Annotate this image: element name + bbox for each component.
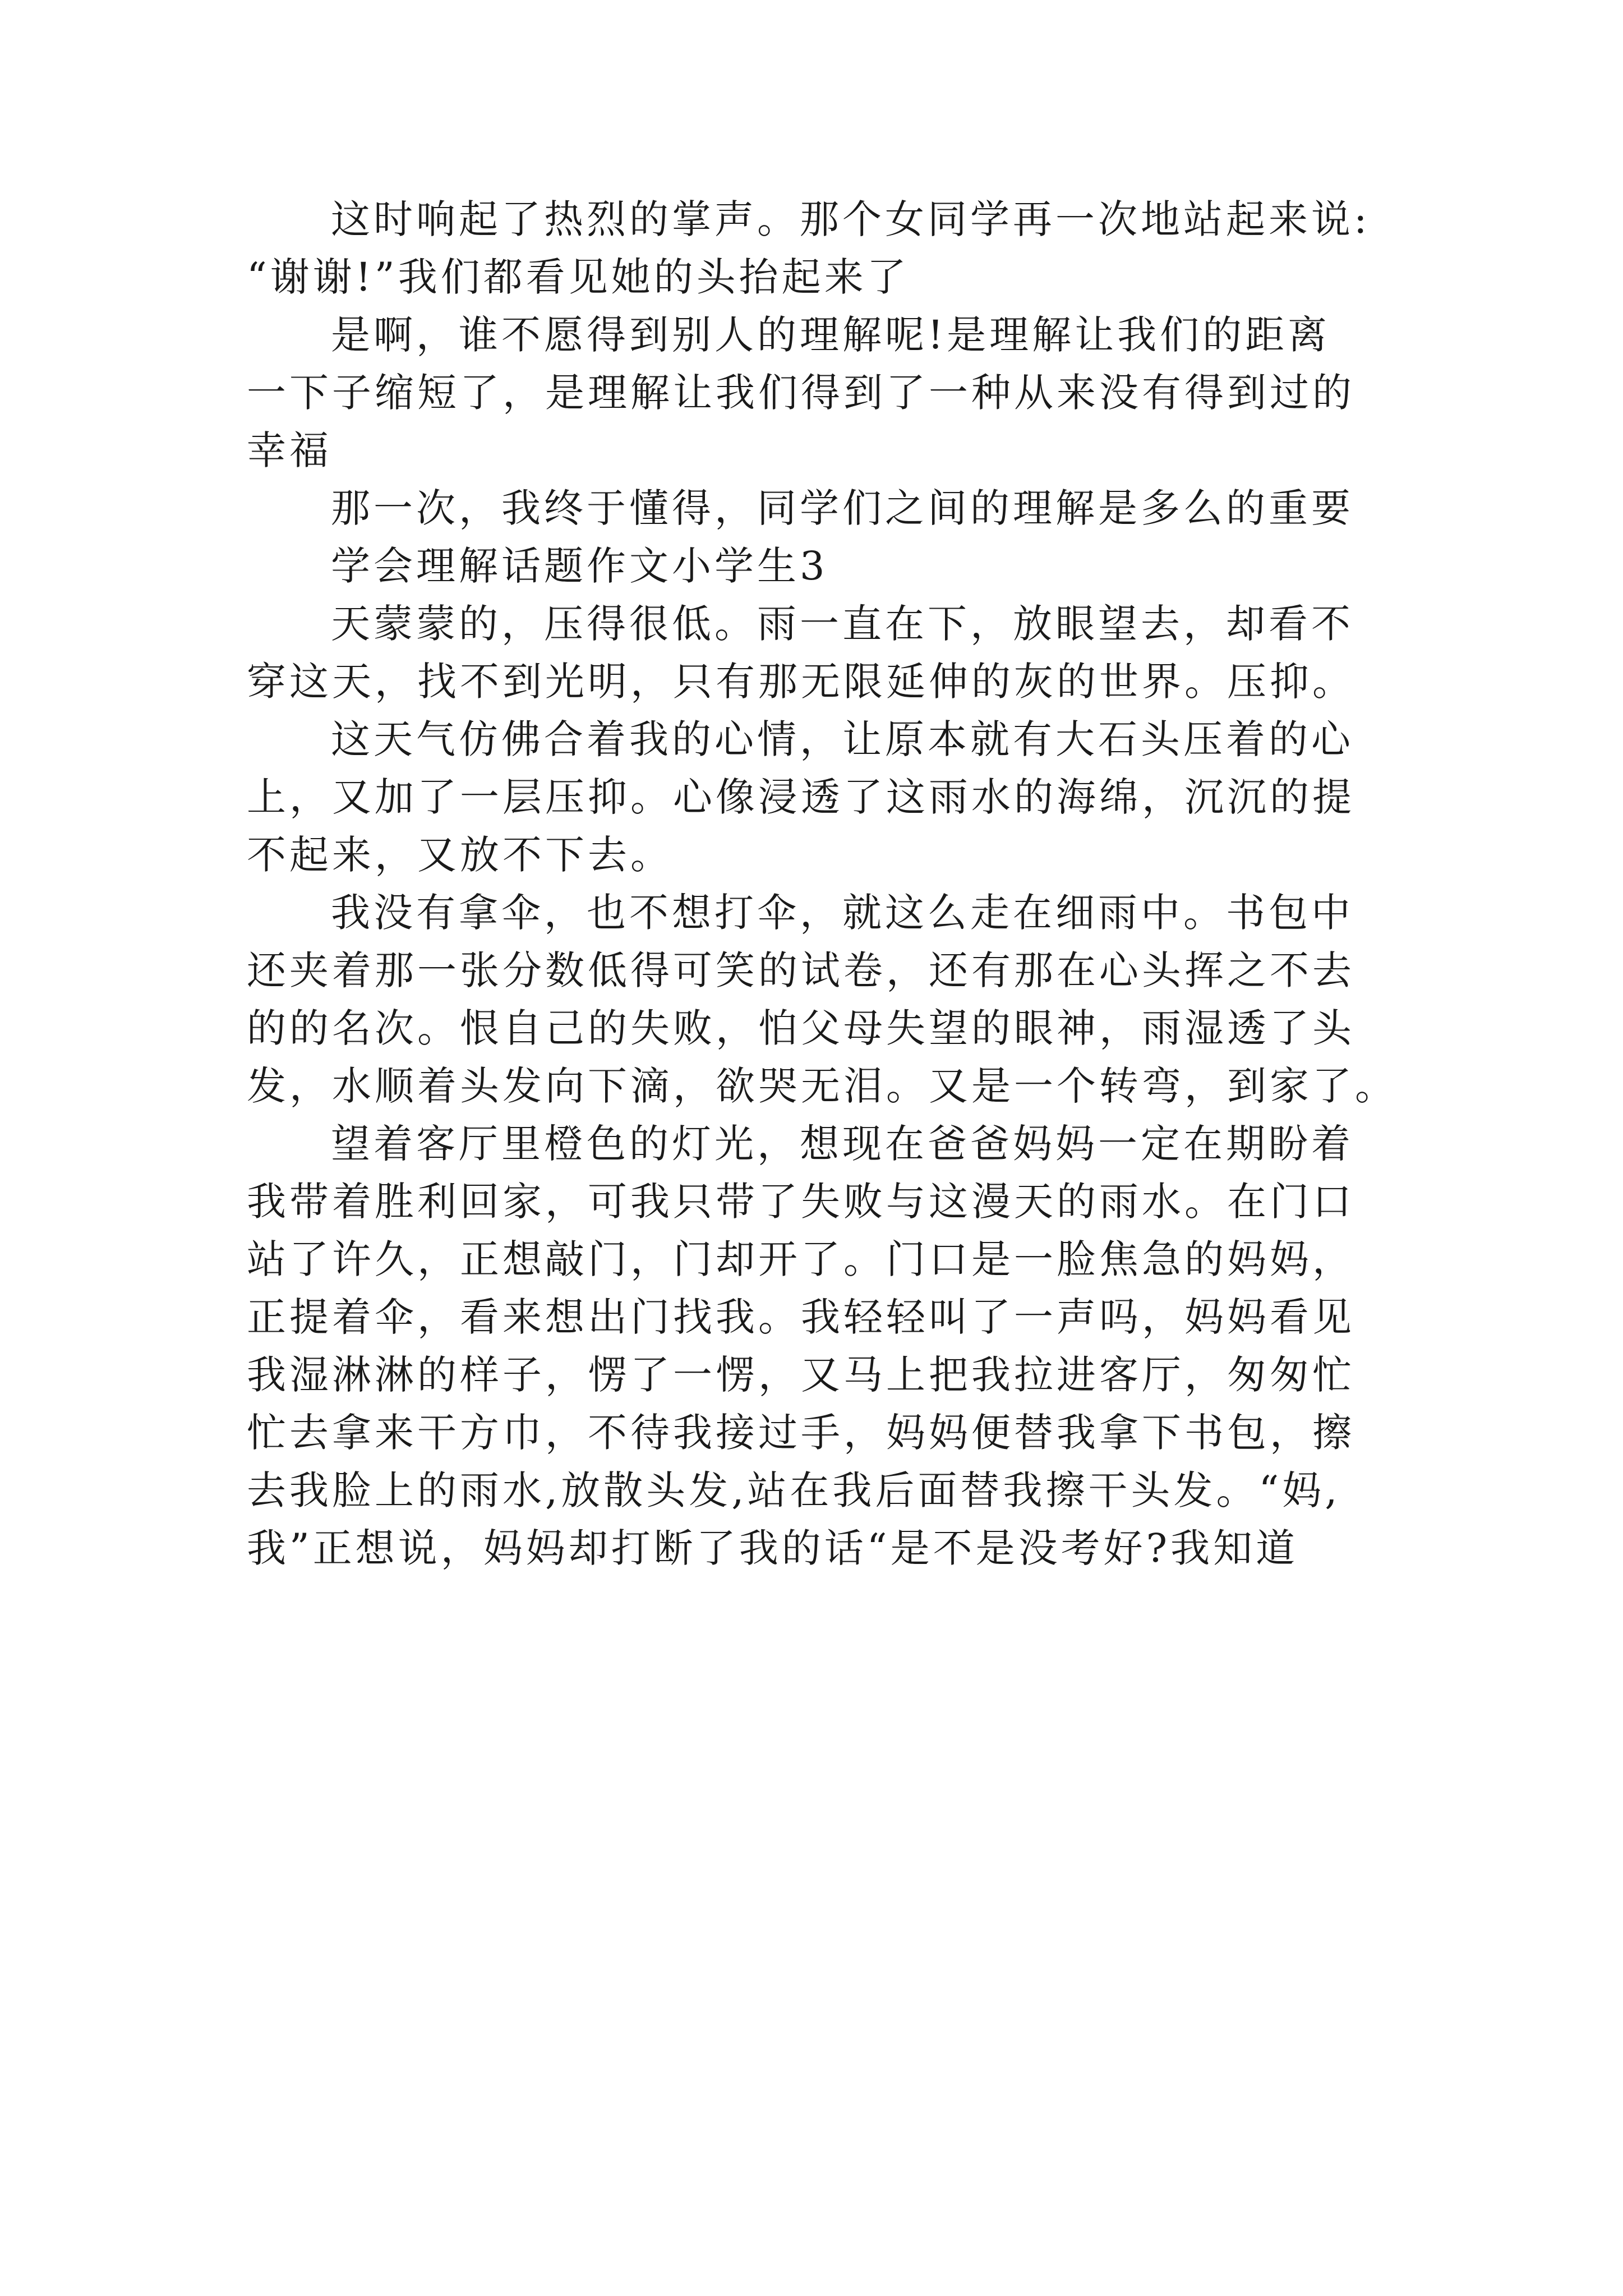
- text-line: “谢谢!”我们都看见她的头抬起来了: [247, 254, 910, 300]
- text-line: 正提着伞，看来想出门找我。我轻轻叫了一声吗，妈妈看见: [247, 1294, 1355, 1340]
- text-line: 去我脸上的雨水,放散头发,站在我后面替我擦干头发。“妈,: [247, 1467, 1341, 1513]
- text-line: 这天气仿佛合着我的心情，让原本就有大石头压着的心: [331, 716, 1354, 762]
- text-line: 发，水顺着头发向下滴，欲哭无泪。又是一个转弯，到家了。: [247, 1063, 1398, 1109]
- text-line: 这时响起了热烈的掌声。那个女同学再一次地站起来说:: [331, 196, 1371, 242]
- text-line: 幸福: [247, 427, 332, 473]
- text-line: 忙去拿来干方巾，不待我接过手，妈妈便替我拿下书包，擦: [247, 1410, 1355, 1456]
- text-line: 我”正想说，妈妈却打断了我的话“是不是没考好?我知道: [247, 1525, 1299, 1571]
- text-line: 站了许久，正想敲门，门却开了。门口是一脸焦急的妈妈，: [247, 1236, 1355, 1282]
- section-heading: 学会理解话题作文小学生3: [331, 543, 828, 589]
- text-line: 我带着胜利回家，可我只带了失败与这漫天的雨水。在门口: [247, 1179, 1355, 1225]
- text-line: 的的名次。恨自己的失败，怕父母失望的眼神，雨湿透了头: [247, 1005, 1355, 1051]
- text-line: 不起来，又放不下去。: [247, 832, 673, 878]
- text-line: 那一次，我终于懂得，同学们之间的理解是多么的重要: [331, 485, 1354, 531]
- text-line: 穿这天，找不到光明，只有那无限延伸的灰的世界。压抑。: [247, 659, 1355, 705]
- text-line: 上，又加了一层压抑。心像浸透了这雨水的海绵，沉沉的提: [247, 774, 1355, 820]
- text-line: 我湿淋淋的样子，愣了一愣，又马上把我拉进客厅，匆匆忙: [247, 1352, 1355, 1398]
- body-text: [247, 191, 1396, 1577]
- text-line: 一下子缩短了，是理解让我们得到了一种从来没有得到过的: [247, 370, 1355, 416]
- text-line: 是啊，谁不愿得到别人的理解呢!是理解让我们的距离: [331, 312, 1331, 358]
- text-line: 望着客厅里橙色的灯光，想现在爸爸妈妈一定在期盼着: [331, 1121, 1354, 1167]
- text-line: 我没有拿伞，也不想打伞，就这么走在细雨中。书包中: [331, 890, 1354, 936]
- text-line: 天蒙蒙的，压得很低。雨一直在下，放眼望去，却看不: [331, 601, 1354, 647]
- text-line: 还夹着那一张分数低得可笑的试卷，还有那在心头挥之不去: [247, 947, 1355, 993]
